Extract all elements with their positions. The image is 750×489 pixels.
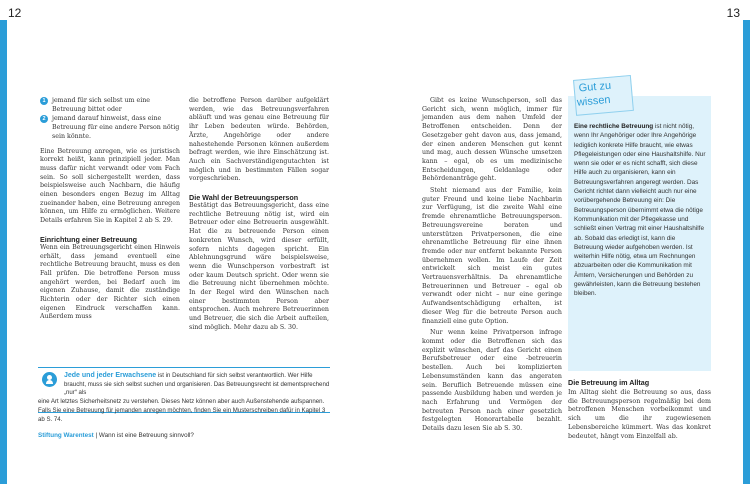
list-item-text: jemand für sich selbst um eine Betreuung bittet oder: [52, 97, 151, 113]
list-item-text: jemand darauf hinweist, dass eine Betreuung für eine andere Person nötig sein könnte.: [52, 115, 180, 140]
right-column-1: [422, 97, 562, 434]
list-number-badge: 2: [40, 115, 48, 123]
callout-lead: Jede und jeder Erwachsene: [64, 372, 157, 379]
right-page-number: 13: [726, 6, 740, 20]
footer-brand: Stiftung Warentest: [38, 432, 94, 439]
right-column-2: [568, 378, 711, 441]
left-column-2: [189, 97, 329, 333]
paragraph: Steht niemand aus der Familie, kein guter Freund und keine liebe Nachbarin zur Verfügung, ist die zweite Wahl eine fremde ehrenamtliche Betreuungsperson. Betreuungsvereine beraten und unterstützen Privatpersonen, die eine ehrenamtliche Betreuung für eine ihnen fremde oder nur entfernt bekannte Person übernehmen wollen. Im Laufe der Zeit entwickelt sich meist ein gutes Vertrauensverhältnis. Da ehrenamtliche Betreuerinnen und Betreuer – egal ob verwandt oder nicht – nur eine geringe Aufwandsentschädigung erhalten, ist dieser Weg für die betreute Person auch finanziell eine gute Option.: [422, 187, 562, 325]
paragraph: Im Alltag sieht die Betreuung so aus, dass die Betreuungsperson regelmäßig bei dem betroffenen Menschen vorbeikommt und sich um die ihr zugewiesenen Lebensbereiche kümmert. Was das konkret bedeutet, hängt vom Einzelfall ab.: [568, 389, 711, 440]
footer-title: Wann ist eine Betreuung sinnvoll?: [98, 432, 194, 439]
box-text: [574, 122, 706, 299]
paragraph: Wenn ein Betreuungsgericht einen Hinweis erhält, dass jemand eventuell eine rechtliche Betreuung braucht, muss es den Fall prüfen. Die betroffene Person muss angehört werden, bei Bedarf auch im eigenen Zuhause, damit die zuständige Richterin oder der Richter sich einen eigenen Eindruck verschaffen kann. Außerdem muss: [40, 243, 180, 321]
list-item: [40, 115, 180, 141]
paragraph: Bestätigt das Betreuungsgericht, dass eine rechtliche Betreuung nötig ist, wird ein Betreuer oder eine Betreuerin ausgewählt. Hat die zu betreuende Person einen konkreten Wunsch, wird dieser erfüllt, sofern nichts dagegen spricht. Ein Ablehnungsgrund wäre beispielsweise, wenn die Wunschperson vorbestraft ist oder kaum Deutsch spricht. Oder wenn sie die Betreuung nicht übernehmen möchte. In der Regel wird den Wünschen nach einer bestimmten Person aber entsprochen. Auch mehrere Betreuerinnen und Betreuer, die sich die Arbeit aufteilen, sind möglich. Mehr dazu ab S. 30.: [189, 202, 329, 331]
person-icon: [42, 372, 57, 387]
callout-text: [38, 372, 330, 424]
list-number-badge: 1: [40, 97, 48, 105]
info-callout: [38, 367, 330, 423]
running-footer: [38, 432, 194, 439]
left-page-number: 12: [8, 6, 22, 20]
paragraph: die betroffene Person darüber aufgeklärt werden, wie das Betreuungsverfahren abläuft und was genau eine Betreuung für ihr Leben bedeuten würde. Behörden, Ärzte, Angehörige oder andere nahestehende Personen können außerdem befragt werden, wie ihre Einschätzung ist. Auch ein Sachverständigengutachten ist möglich und in bestimmten Fällen sogar vorgeschrieben.: [189, 97, 329, 183]
paragraph: Eine Betreuung anregen, wie es juristisch korrekt heißt, kann prinzipiell jeder. Man muss dafür nicht verwandt oder vom Fach sein. So soll sichergestellt werden, dass beispielsweise auch Nachbarn, die häufig einen besonders engen Bezug im Alltag zueinander haben, eine Betreuung anregen können, um Hilfe zu ermöglichen. Weitere Details erfahren Sie in Kapitel 2 ab S. 29.: [40, 147, 180, 225]
footer-separator: |: [93, 432, 99, 439]
list-item: [40, 97, 180, 114]
left-edge-strip: [0, 20, 7, 484]
paragraph: Gibt es keine Wunschperson, soll das Gericht sich, wenn möglich, immer für jemanden aus dem nahen Umfeld der Betroffenen entscheiden. Denn der Gesetzgeber geht davon aus, dass jemand, der einen anderen Menschen gut kennt und mag, auch dessen Wünsche umsetzen kann – egal, ob es um medizinische Entscheidungen, Geldanlage oder Behördenanträge geht.: [422, 97, 562, 183]
callout-continuation: eine Art letztes Sicherheitsnetz zu verstehen. Dieses Netz können aber auch Außenstehende aufspannen. Falls Sie eine Betreuung für jemanden anregen möchten, finden Sie ein Musterschreiben dafür in Kapitel 3 ab S. 74.: [38, 398, 326, 423]
right-edge-strip: [743, 20, 750, 484]
good-to-know-tag: [573, 75, 632, 114]
paragraph: Nur wenn keine Privatperson infrage kommt oder die Betroffenen sich das explizit wünschen, darf das Gericht einen Berufsbetreuer oder eine -betreuerin bestellen. Auch bei komplizierten Lebensumständen kann das angeraten sein. Beruflich Betreuende müssen eine passende Ausbildung haben und werden je nach Erfahrung und Vermögen der betreuten Person nach einer gesetzlich festgelegten Honorartabelle bezahlt. Details dazu lesen Sie ab S. 30.: [422, 329, 562, 433]
box-bold-lead: Eine rechtliche Betreuung: [574, 123, 654, 130]
section-heading: Die Wahl der Betreuungsperson: [189, 193, 299, 203]
section-heading: Einrichtung einer Betreuung: [40, 234, 138, 244]
box-body: ist nicht nötig, wenn Ihr Angehöriger oder Ihre Angehörige lediglich konkrete Hilfe braucht, wie etwas Pflegeleistungen oder eine Haushaltshilfe. Nur wenn sie oder er es nicht schafft, sich diese Hilfe auch zu organisieren, kann ein Betreuungsverfahren angeregt werden. Das Gericht richtet dann vielleicht auch nur eine vorübergehende Betreuung ein: Die Betreuungsperson übernimmt etwa die nötige Kommunikation mit der Pflegekasse und schließt einen Vertrag mit einer Haushaltshilfe ab. Sobald das erledigt ist, kann die Betreuung wieder aufgehoben werden. Ist weiterhin Hilfe nötig, etwa um Rechnungen abzuarbeiten oder die Kommunikation mit Ämtern, Versicherungen und Behörden zu gewährleisten, kann die Betreuung bestehen bleiben.: [574, 123, 706, 298]
good-to-know-box: [568, 96, 711, 371]
tag-line-2: wissen: [576, 93, 612, 109]
callout-body: ist in Deutschland für sich selbst verantwortlich. Wer Hilfe braucht, muss sie sich selbst suchen und organisieren. Das Betreuungsrecht ist dementsprechend „nur“ als: [64, 372, 330, 397]
section-heading: Die Betreuung im Alltag: [568, 378, 650, 387]
tag-line-1: Gut zu: [578, 79, 612, 95]
left-column-1: [40, 97, 180, 322]
